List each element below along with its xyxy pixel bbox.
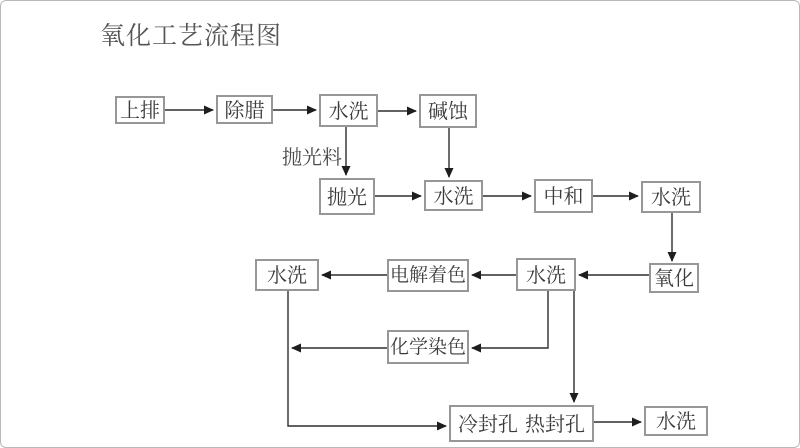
flow-node-jianshi: 碱蚀 bbox=[419, 94, 477, 128]
flow-node-shuixi-6: 水洗 bbox=[644, 406, 708, 436]
flow-connectors bbox=[1, 1, 800, 448]
flow-node-paoguang: 抛光 bbox=[319, 178, 375, 215]
flow-node-huaxue-ranse: 化学染色 bbox=[387, 330, 469, 364]
flow-node-shuixi-5: 水洗 bbox=[255, 259, 319, 291]
flow-node-lengfengkong-label: 冷封孔 bbox=[458, 411, 518, 436]
flow-node-shuixi-1: 水洗 bbox=[319, 94, 378, 127]
connector-shuixi4-huaxue bbox=[472, 291, 548, 348]
flow-node-shuixi-4: 水洗 bbox=[516, 258, 576, 291]
flow-node-refengkong-label: 热封孔 bbox=[525, 411, 585, 436]
diagram-title: 氧化工艺流程图 bbox=[100, 21, 283, 50]
annotation-paoguangliao: 抛光料 bbox=[282, 145, 342, 169]
flow-node-shuixi-3: 水洗 bbox=[641, 181, 701, 213]
flow-node-zhonghe: 中和 bbox=[534, 179, 593, 213]
flow-node-dianjie-zhuose: 电解着色 bbox=[387, 259, 469, 292]
flow-node-fengkong bbox=[449, 405, 594, 442]
flow-node-chula: 除腊 bbox=[216, 95, 273, 124]
flow-node-shangpai: 上排 bbox=[115, 96, 165, 124]
flow-node-shuixi-2: 水洗 bbox=[424, 180, 483, 211]
flow-node-yanghua: 氧化 bbox=[649, 263, 699, 293]
